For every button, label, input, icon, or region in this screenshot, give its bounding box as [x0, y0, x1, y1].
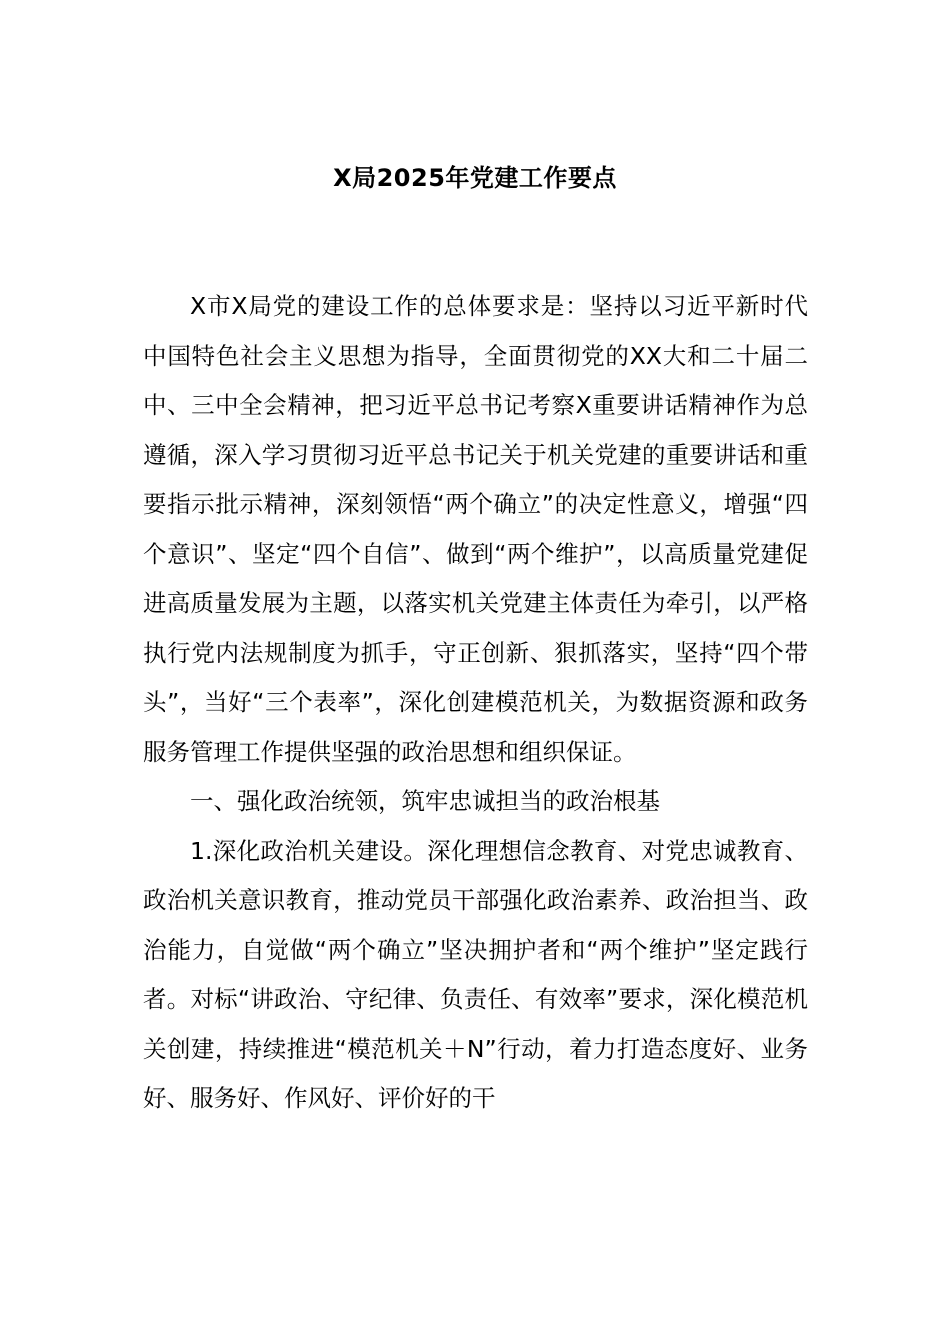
section-heading: 一、强化政治统领，筑牢忠诚担当的政治根基	[190, 787, 660, 815]
document-body	[143, 282, 808, 1124]
item-paragraph: 1.深化政治机关建设。深化理想信念教育、对党忠诚教育、政治机关意识教育，推动党员干部强化政治素养、政治担当、政治能力，自觉做“两个确立”坚决拥护者和“两个维护”坚定践行者。对标“讲政治、守纪律、负责任、有效率”要求，深化模范机关创建，持续推进“模范机关＋N”行动，着力打造态度好、业务好、服务好、作风好、评价好的干	[143, 836, 808, 1112]
document-title: X局2025年党建工作要点	[333, 164, 617, 192]
intro-paragraph: X市X局党的建设工作的总体要求是：坚持以习近平新时代中国特色社会主义思想为指导，全面贯彻党的XX大和二十届二中、三中全会精神，把习近平总书记考察X重要讲话精神作为总遵循，深入学习贯彻习近平总书记关于机关党建的重要讲话和重要指示批示精神，深刻领悟“两个确立”的决定性意义，增强“四个意识”、坚定“四个自信”、做到“两个维护”，以高质量党建促进高质量发展为主题，以落实机关党建主体责任为牵引，以严格执行党内法规制度为抓手，守正创新、狠抓落实，坚持“四个带头”，当好“三个表率”，深化创建模范机关，为数据资源和政务服务管理工作提供坚强的政治思想和组织保证。	[143, 292, 808, 766]
